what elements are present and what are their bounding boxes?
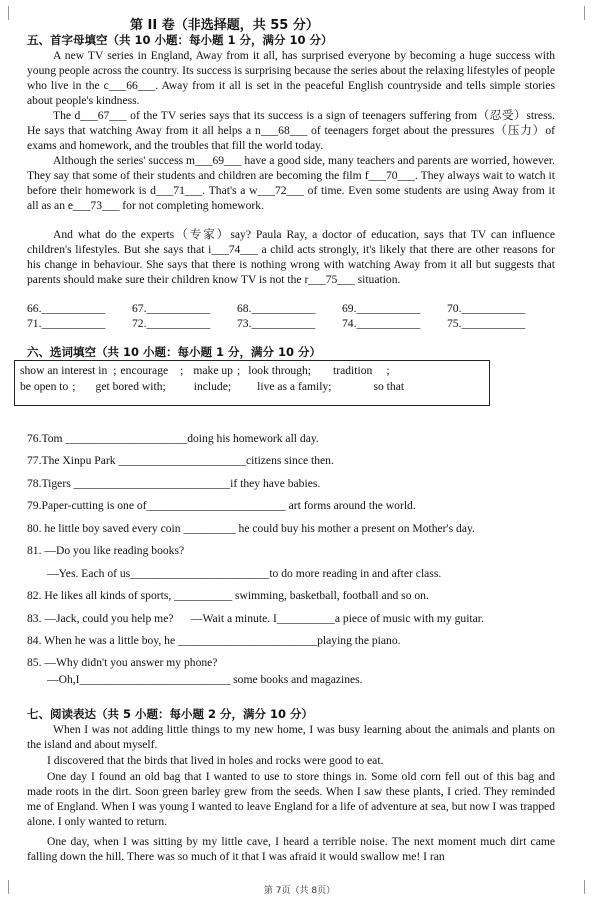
separator: ; xyxy=(180,364,184,377)
passage-paragraph: The d___67___ of the TV series says that its success is a sign of teenagers suffering from（忍受）stress. He says that watching Away from it all helps a n___68___ of teenagers forget about the pressures（压力）of exams and homework, and the troubles that fill the world today. xyxy=(27,109,555,152)
question-82: 82. He likes all kinds of sports, __________ swimming, basketball, football and so on. xyxy=(27,589,429,602)
page-number: 第 7页（共 8页） xyxy=(263,886,336,896)
page-title: 第 II 卷（非选择题，共 55 分） xyxy=(130,18,319,33)
section-heading: 五、首字母填空（共 10 小题：每小题 1 分，满分 10 分） xyxy=(27,33,333,47)
word-bank-row xyxy=(20,379,484,395)
word-option: be open to xyxy=(20,380,69,393)
question-85-answer: —Oh,I__________________________ some books and magazines. xyxy=(47,673,363,686)
answer-blank[interactable]: 70.___________ xyxy=(447,302,526,315)
answer-blank[interactable]: 66.___________ xyxy=(27,302,106,315)
word-option: make up xyxy=(193,364,233,377)
question-79: 79.Paper-cutting is one of________________________ art forms around the world. xyxy=(27,499,416,512)
question-83: 83. —Jack, could you help me? —Wait a minute. I__________a piece of music with my guitar. xyxy=(27,612,484,625)
section-heading: 七、阅读表达（共 5 小题：每小题 2 分，满分 10 分） xyxy=(27,707,314,721)
answer-blank[interactable]: 72.___________ xyxy=(132,317,211,330)
question-81-answer: —Yes. Each of us________________________to do more reading in and after class. xyxy=(47,567,442,580)
separator: ; xyxy=(236,364,241,377)
word-option: live as a family; xyxy=(257,380,332,393)
word-option: get bored with; xyxy=(95,380,166,393)
crop-mark xyxy=(8,6,9,20)
separator: ; xyxy=(113,364,117,377)
question-80: 80. he little boy saved every coin _________ he could buy his mother a present on Mother's day. xyxy=(27,522,475,535)
answer-row xyxy=(27,301,552,316)
word-option: show an interest in xyxy=(20,364,108,377)
passage-paragraph: One day, when I was sitting by my little cave, I heard a terrible noise. The next moment much dirt came falling down the hill. There was so much of it that I was afraid it would swallow me! I ran xyxy=(27,835,555,863)
crop-mark xyxy=(584,6,585,20)
word-option: so that xyxy=(373,380,405,393)
answer-row xyxy=(27,316,552,331)
question-81: 81. —Do you like reading books? xyxy=(27,544,185,557)
answer-blank[interactable]: 69.___________ xyxy=(342,302,421,315)
word-option: look through; xyxy=(248,364,312,377)
question-78: 78.Tigers ___________________________if they have babies. xyxy=(27,477,321,490)
passage-paragraph: One day I found an old bag that I wanted to use to store things in. Some old corn fell out of this bag and made roots in the dirt. Soon green barley grew from the seeds. When I saw these plants, I cried. They reminded me of England. When I was young I wanted to leave England for a life of adventure at sea, but now I was trapped alone. I only wanted to return. xyxy=(27,770,555,828)
question-77: 77.The Xinpu Park ______________________citizens since then. xyxy=(27,454,334,467)
separator: ; xyxy=(386,364,390,377)
word-option: include; xyxy=(193,380,232,393)
answer-blank[interactable]: 71.___________ xyxy=(27,317,106,330)
answer-grid xyxy=(27,301,552,331)
question-84: 84. When he was a little boy, he ________________________playing the piano. xyxy=(27,634,401,647)
passage-paragraph: And what do the experts（专家）say? Paula Ray, a doctor of education, says that TV can influence children's lifestyles. But she says that i___74___ a child acts strongly, it's likely that there are other reasons for his change in behaviour. She says that there is nothing wrong with watching Away from it all but suggests that parents should make sure their children know TV is not the r___75___ situation. xyxy=(27,228,555,286)
word-option: tradition xyxy=(333,364,373,377)
answer-blank[interactable]: 73.___________ xyxy=(237,317,316,330)
passage-paragraph: A new TV series in England, Away from it all, has surprised everyone by becoming a huge success with young people across the country. Its success is surprising because the series about the relaxing lifestyles of people who live in the c___66___. Away from it all is set in the peaceful English countryside and tells simple stories about people's kindness. xyxy=(27,49,555,107)
passage-paragraph: When I was not adding little things to my new home, I was busy learning about the animals and plants on the island and about myself. xyxy=(27,723,555,751)
answer-blank[interactable]: 68.___________ xyxy=(237,302,316,315)
word-option: encourage xyxy=(120,364,169,377)
answer-blank[interactable]: 75.___________ xyxy=(447,317,526,330)
word-bank xyxy=(14,360,490,406)
answer-blank[interactable]: 67.___________ xyxy=(132,302,211,315)
word-bank-row xyxy=(20,363,484,379)
question-85: 85. —Why didn't you answer my phone? xyxy=(27,656,218,669)
answer-blank[interactable]: 74.___________ xyxy=(342,317,421,330)
section-heading: 六、选词填空（共 10 小题：每小题 1 分，满分 10 分） xyxy=(27,345,322,359)
passage-paragraph: I discovered that the birds that lived in holes and rocks were good to eat. xyxy=(47,754,384,767)
passage-paragraph: Although the series' success m___69___ have a good side, many teachers and parents are worried, however. They say that some of their students and children are becoming the film f___70___. They always wait to watch it before their homework is d___71___. That's a w___72___ of time. Even some students are using Away from it all as an e___73___ for not completing homework. xyxy=(27,154,555,212)
separator: ; xyxy=(72,380,76,393)
question-76: 76.Tom _____________________doing his homework all day. xyxy=(27,432,319,445)
